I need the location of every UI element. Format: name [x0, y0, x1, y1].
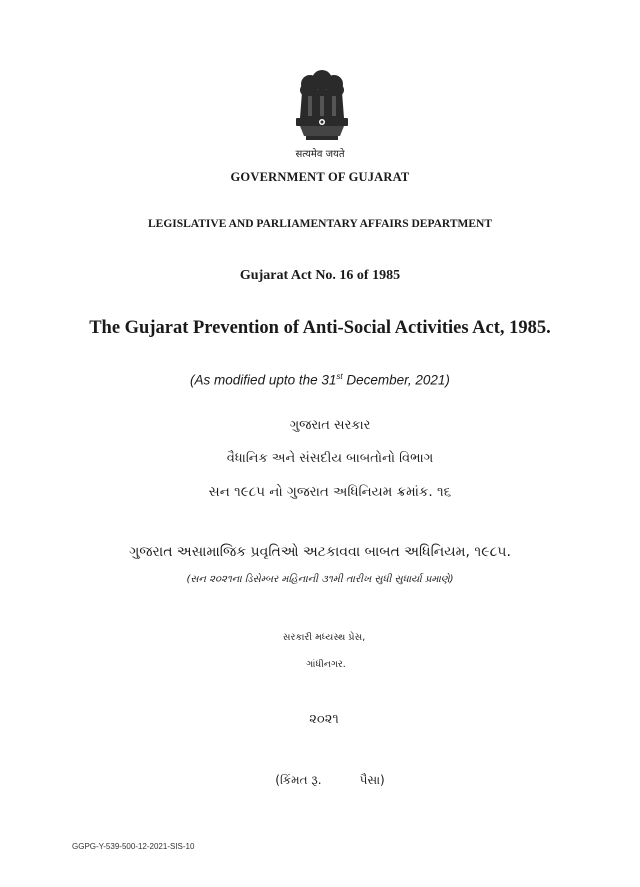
price-unit: પૈસા) — [359, 773, 385, 787]
publication-year: ૨૦૨૧ — [309, 712, 339, 727]
act-title: The Gujarat Prevention of Anti-Social Activities Act, 1985. — [89, 318, 551, 338]
national-emblem-icon — [286, 66, 358, 150]
gujarati-modification-note: (સન ૨૦૨૧ના ડિસેમ્બર મહિનાની ૩૧મી તારીખ સુધી સુધાર્યા પ્રમાણે) — [186, 574, 454, 585]
gujarati-government: ગુજરાત સરકાર — [289, 418, 371, 433]
press-name: સરકારી મધ્યસ્થ પ્રેસ, — [282, 632, 366, 643]
gujarati-act-title: ગુજરાત અસામાજિક પ્રવૃતિઓ અટકાવવા બાબત અધિનિયમ, ૧૯૮૫. — [129, 544, 511, 560]
department-heading: LEGISLATIVE AND PARLIAMENTARY AFFAIRS DEPARTMENT — [147, 218, 492, 230]
gujarati-department: વૈધાનિક અને સંસદીય બાબતોનો વિભાગ — [226, 451, 434, 466]
print-code: GGPG-Y-539-500-12-2021-SIS-10 — [72, 842, 195, 851]
modification-note-prefix: (As modified upto the 31 — [190, 372, 337, 388]
act-number: Gujarat Act No. 16 of 1985 — [239, 268, 401, 283]
price-label: (કિંમત રૂ. — [275, 773, 322, 787]
government-heading: GOVERNMENT OF GUJARAT — [230, 170, 410, 184]
modification-note — [0, 372, 640, 388]
gujarati-act-number: સન ૧૯૮૫ નો ગુજરાત અધિનિયમ ક્રમાંક. ૧૬ — [208, 484, 452, 500]
emblem-motto: सत्यमेव जयते — [295, 149, 345, 160]
press-city: ગાંધીનગર. — [306, 659, 346, 670]
price-line — [10, 773, 640, 788]
modification-note-suffix-ordinal: st — [336, 372, 343, 381]
modification-note-date: December, 2021) — [342, 372, 450, 388]
